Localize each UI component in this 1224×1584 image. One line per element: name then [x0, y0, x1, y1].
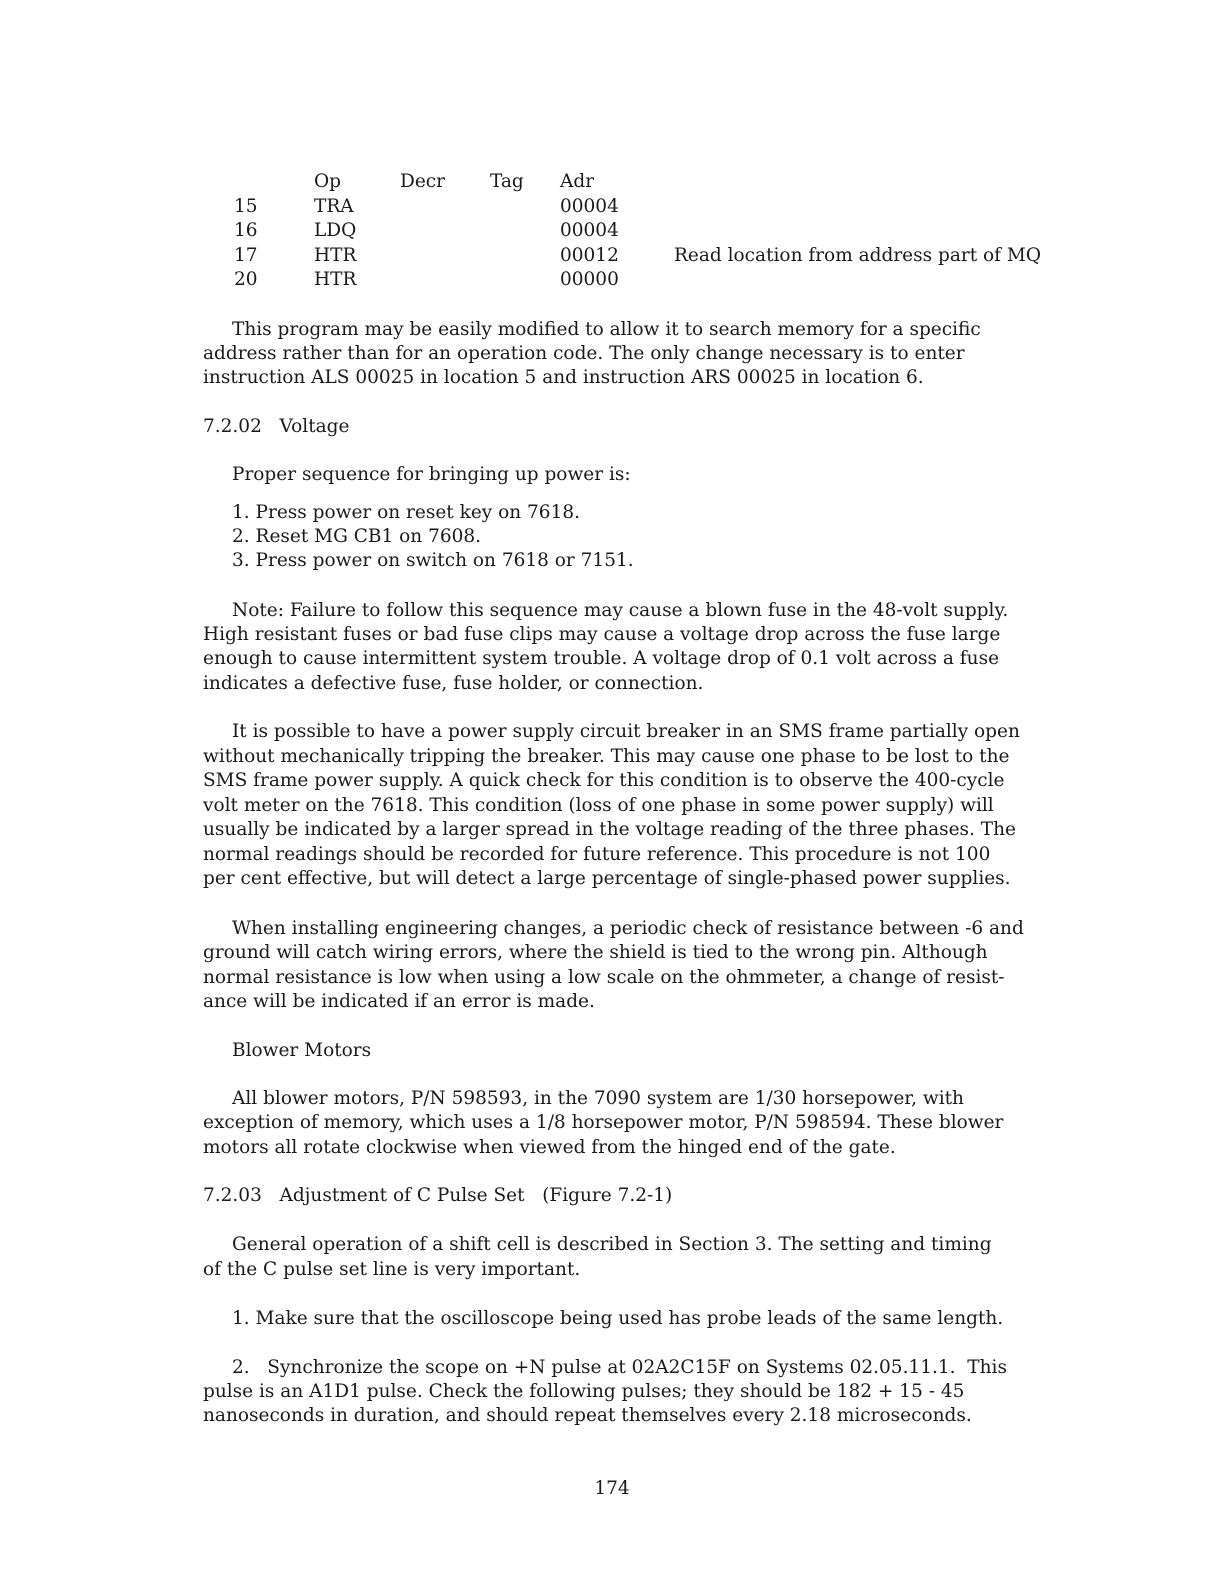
paragraph-line: ground will catch wiring errors, where the shield is tied to the wrong pin. Although [203, 942, 988, 963]
cell-decr [400, 269, 490, 294]
cell-loc: 15 [234, 195, 258, 217]
col-header-decr: Decr [400, 171, 445, 192]
cell-loc: 16 [234, 220, 258, 241]
section-heading-c-pulse: 7.2.03 Adjustment of C Pulse Set (Figure 7.2-1) [203, 1185, 673, 1206]
table-row [222, 196, 1041, 221]
paragraph-line: motors all rotate clockwise when viewed from the hinged end of the gate. [203, 1137, 896, 1158]
cell-comment [670, 269, 1041, 294]
cell-loc: 17 [234, 244, 258, 266]
cell-op: HTR [314, 269, 357, 290]
cell-decr [400, 196, 490, 221]
subheading-blower-motors: Blower Motors [232, 1040, 372, 1061]
cell-op: LDQ [314, 220, 357, 241]
paragraph-line: ance will be indicated if an error is made. [203, 991, 595, 1012]
table-row [222, 269, 1041, 294]
paragraph-line: General operation of a shift cell is described in Section 3. The setting and timing [232, 1234, 992, 1255]
cell-decr [400, 245, 490, 270]
table-row [222, 220, 1041, 245]
paragraph-line: SMS frame power supply. A quick check for this condition is to observe the 400-cycle [203, 770, 1005, 791]
cell-adr: 00004 [560, 195, 619, 217]
paragraph-line: High resistant fuses or bad fuse clips may cause a voltage drop across the fuse large [203, 624, 1001, 645]
cell-comment [670, 196, 1041, 221]
paragraph-line: without mechanically tripping the breaker. This may cause one phase to be lost to the [203, 746, 1010, 767]
step-item: 2. Synchronize the scope on +N pulse at 02A2C15F on Systems 02.05.11.1. This [232, 1357, 1007, 1378]
table-header-row [222, 171, 1041, 196]
cell-comment: Read location from address part of MQ [674, 244, 1041, 266]
paragraph-line: When installing engineering changes, a periodic check of resistance between -6 and [232, 918, 1024, 939]
power-step: 1. Press power on reset key on 7618. [232, 502, 580, 523]
cell-decr [400, 220, 490, 245]
paragraph-line: Note: Failure to follow this sequence may cause a blown fuse in the 48-volt supply. [232, 600, 1009, 621]
cell-tag [490, 220, 560, 245]
paragraph-line: address rather than for an operation code. The only change necessary is to enter [203, 343, 965, 364]
col-header-tag: Tag [490, 171, 524, 192]
paragraph-line: It is possible to have a power supply circuit breaker in an SMS frame partially open [232, 721, 1020, 742]
cell-adr: 00012 [560, 244, 619, 266]
cell-op: HTR [314, 244, 357, 266]
cell-loc: 20 [234, 269, 258, 290]
power-step: 2. Reset MG CB1 on 7608. [232, 526, 482, 547]
col-header-adr: Adr [560, 171, 595, 192]
paragraph-line: per cent effective, but will detect a large percentage of single-phased power supplies. [203, 868, 1011, 889]
step-item: 1. Make sure that the oscilloscope being used has probe leads of the same length. [232, 1308, 1004, 1329]
cell-comment [670, 220, 1041, 245]
cell-tag [490, 245, 560, 270]
col-header-op: Op [314, 171, 342, 192]
paragraph-line: indicates a defective fuse, fuse holder, or connection. [203, 673, 704, 694]
section-heading-voltage: 7.2.02 Voltage [203, 416, 350, 437]
cell-op: TRA [314, 195, 354, 217]
program-table [222, 171, 1041, 294]
page-number: 174 [594, 1478, 630, 1499]
power-intro: Proper sequence for bringing up power is: [232, 464, 631, 485]
col-header-loc [222, 171, 314, 196]
paragraph-line: normal readings should be recorded for future reference. This procedure is not 100 [203, 844, 991, 865]
paragraph-line: This program may be easily modified to allow it to search memory for a specific [232, 319, 981, 340]
paragraph-line: of the C pulse set line is very important. [203, 1259, 581, 1280]
paragraph-line: enough to cause intermittent system trouble. A voltage drop of 0.1 volt across a fuse [203, 648, 1000, 669]
paragraph-line: usually be indicated by a larger spread in the voltage reading of the three phases. The [203, 819, 1016, 840]
col-header-comment [670, 171, 1041, 196]
table-row [222, 245, 1041, 270]
paragraph-line: All blower motors, P/N 598593, in the 7090 system are 1/30 horsepower, with [232, 1088, 964, 1109]
paragraph-line: nanoseconds in duration, and should repeat themselves every 2.18 microseconds. [203, 1405, 972, 1426]
cell-adr: 00000 [560, 269, 619, 290]
paragraph-line: exception of memory, which uses a 1/8 horsepower motor, P/N 598594. These blower [203, 1112, 1004, 1133]
cell-tag [490, 196, 560, 221]
paragraph-line: volt meter on the 7618. This condition (loss of one phase in some power supply) will [203, 795, 994, 816]
power-step: 3. Press power on switch on 7618 or 7151. [232, 550, 634, 571]
cell-adr: 00004 [560, 220, 619, 241]
paragraph-line: instruction ALS 00025 in location 5 and instruction ARS 00025 in location 6. [203, 367, 924, 388]
cell-tag [490, 269, 560, 294]
paragraph-line: normal resistance is low when using a low scale on the ohmmeter, a change of resist- [203, 967, 1005, 988]
paragraph-line: pulse is an A1D1 pulse. Check the following pulses; they should be 182 + 15 - 45 [203, 1381, 965, 1402]
